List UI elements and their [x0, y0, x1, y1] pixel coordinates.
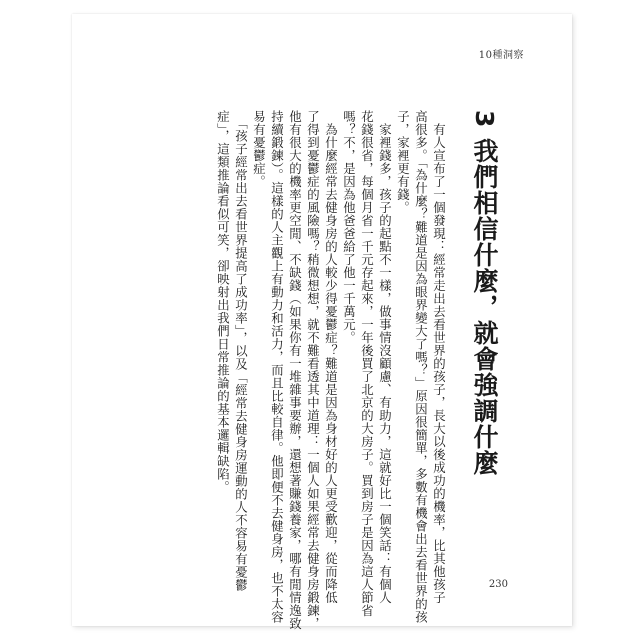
text-column: 家裡錢多，孩子的起點不一樣，做事情沒顧慮、有助力，這就好比一個笑話：有個人 — [377, 110, 393, 604]
running-head: 10種洞察 — [478, 50, 524, 61]
book-page — [72, 14, 572, 630]
page-number: 230 — [488, 579, 508, 590]
text-column: 他有很大的機率更空閒、不缺錢（如果你有一堆雜事要辦，還想著賺錢養家，哪有閒情逸致 — [287, 110, 303, 630]
text-column: 「孩子經常出去看世界提高了成功率」，以及「經常去健身房運動的人不容易有憂鬱 — [233, 110, 249, 592]
text-column: 高很多。「為什麼？難道是因為眼界變大了嗎？」原因很簡單，多數有機會出去看世界的孩 — [413, 110, 429, 624]
text-column: 持續鍛鍊）。這樣的人主觀上有動力和活力，而且比較自律。他即便不去健身房，也不太容 — [269, 110, 285, 624]
text-column: 花錢很省，每個月省一千元存起來，一年後買了北京的大房子。買到房子是因為這人節省 — [359, 110, 375, 617]
text-column: 嗎？不，是因為他爸爸給了他一千萬元。 — [341, 110, 357, 344]
text-column: 有人宣布了一個發現：經常走出去看世界的孩子，長大以後成功的機率，比其他孩子 — [431, 110, 447, 604]
text-column: 子，家裡更有錢。 — [395, 110, 411, 214]
chapter-title: 3 我們相信什麼，就會強調什麼 — [470, 110, 499, 477]
text-column: 症」，這類推論看似可笑，卻映射出我們日常推論的基本邏輯缺陷。 — [215, 110, 231, 494]
text-column: 了得到憂鬱症的風險嗎？稍微想想，就不難看透其中道理：一個人如果經常去健身房鍛鍊， — [305, 110, 321, 630]
text-column: 易有憂鬱症。 — [251, 110, 267, 188]
text-column: 為什麼經常去健身房的人較少得憂鬱症？難道是因為身材好的人更受歡迎，從而降低 — [323, 110, 339, 604]
